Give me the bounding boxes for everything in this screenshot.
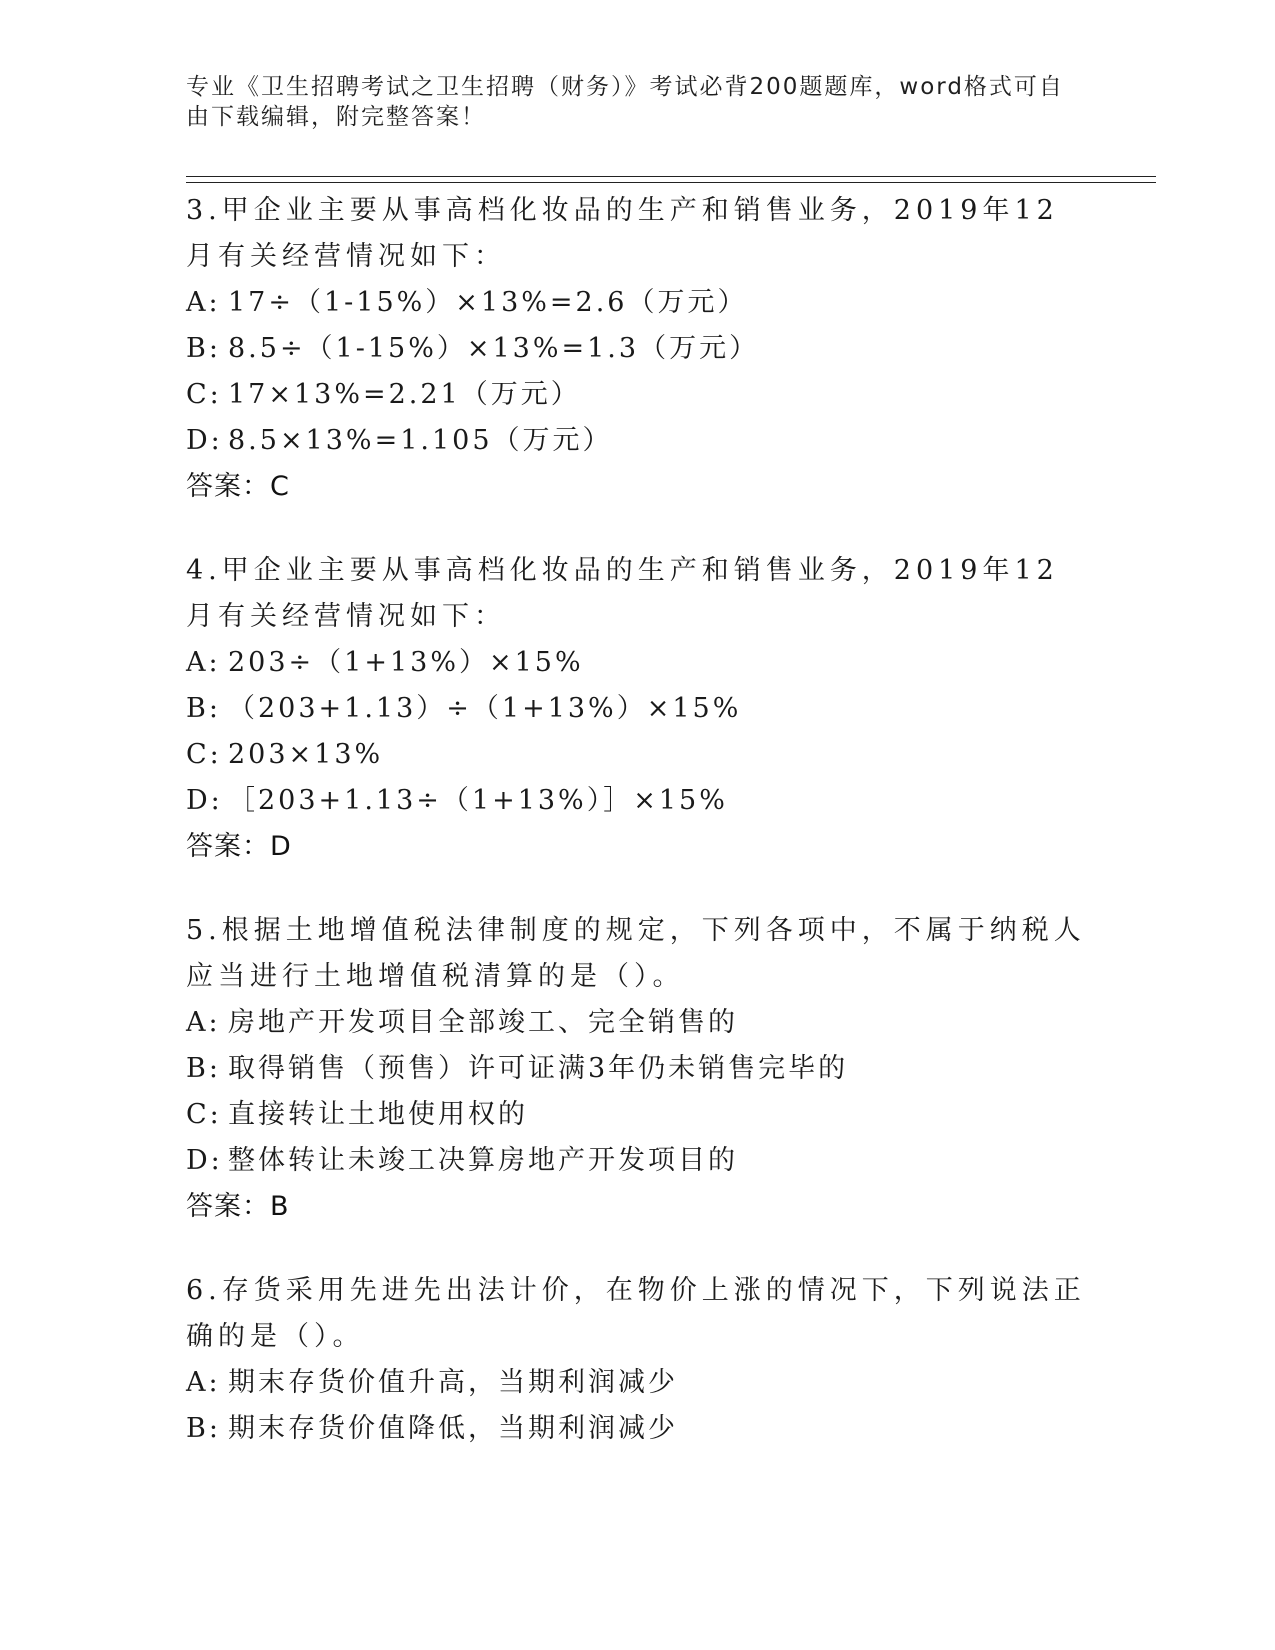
question-stem: 6.存货采用先进先出法计价，在物价上涨的情况下，下列说法正确的是（）。 <box>186 1275 1086 1352</box>
option-text: 17÷（1-15%）×13%=2.6（万元） <box>228 287 748 318</box>
option-b <box>186 1406 1086 1452</box>
option-d <box>186 1138 1086 1184</box>
option-letter: C: <box>186 739 222 770</box>
option-text: 203÷（1+13%）×15% <box>228 647 584 678</box>
question-6 <box>186 1268 1086 1452</box>
option-text: （203+1.13）÷（1+13%）×15% <box>228 693 742 724</box>
header-divider-bottom <box>186 182 1156 183</box>
option-a <box>186 1360 1086 1406</box>
question-stem: 3.甲企业主要从事高档化妆品的生产和销售业务，2019年12月有关经营情况如下： <box>186 195 1059 272</box>
question-5 <box>186 908 1086 1230</box>
question-3 <box>186 188 1086 510</box>
option-text: 房地产开发项目全部竣工、完全销售的 <box>228 1007 738 1038</box>
option-letter: D: <box>186 425 223 456</box>
question-4 <box>186 548 1086 870</box>
question-stem: 4.甲企业主要从事高档化妆品的生产和销售业务，2019年12月有关经营情况如下： <box>186 555 1059 632</box>
option-text: ［203+1.13÷（1+13%）］×15% <box>228 785 728 816</box>
document-header: 专业《卫生招聘考试之卫生招聘（财务）》考试必背200题题库，word格式可自由下载编辑，附完整答案！ <box>186 74 1064 130</box>
option-c <box>186 732 1086 778</box>
answer-line: 答案：C <box>186 471 290 502</box>
option-d <box>186 418 1086 464</box>
option-letter: A: <box>186 1367 221 1398</box>
option-letter: A: <box>186 287 221 318</box>
option-letter: D: <box>186 1145 223 1176</box>
option-letter: B: <box>186 693 221 724</box>
question-stem: 5.根据土地增值税法律制度的规定，下列各项中，不属于纳税人应当进行土地增值税清算的是（）。 <box>186 915 1086 992</box>
option-text: 17×13%=2.21（万元） <box>228 379 581 410</box>
option-letter: A: <box>186 647 221 678</box>
option-text: 8.5÷（1-15%）×13%=1.3（万元） <box>228 333 760 364</box>
option-letter: C: <box>186 1099 222 1130</box>
option-letter: B: <box>186 1053 221 1084</box>
option-b <box>186 1046 1086 1092</box>
option-text: 8.5×13%=1.105（万元） <box>228 425 613 456</box>
option-text: 期末存货价值降低，当期利润减少 <box>228 1413 678 1444</box>
question-list <box>186 188 1086 1490</box>
option-b <box>186 326 1086 372</box>
option-letter: B: <box>186 333 221 364</box>
option-text: 203×13% <box>228 739 384 770</box>
option-a <box>186 640 1086 686</box>
option-b <box>186 686 1086 732</box>
option-c <box>186 1092 1086 1138</box>
option-a <box>186 280 1086 326</box>
option-text: 直接转让土地使用权的 <box>228 1099 528 1130</box>
option-a <box>186 1000 1086 1046</box>
option-letter: B: <box>186 1413 221 1444</box>
option-text: 整体转让未竣工决算房地产开发项目的 <box>228 1145 738 1176</box>
option-letter: D: <box>186 785 223 816</box>
option-text: 期末存货价值升高，当期利润减少 <box>228 1367 678 1398</box>
option-d <box>186 778 1086 824</box>
answer-line: 答案：B <box>186 1191 290 1222</box>
option-letter: C: <box>186 379 222 410</box>
answer-line: 答案：D <box>186 831 292 862</box>
header-divider-top <box>186 176 1156 177</box>
option-text: 取得销售（预售）许可证满3年仍未销售完毕的 <box>228 1053 849 1084</box>
option-c <box>186 372 1086 418</box>
option-letter: A: <box>186 1007 221 1038</box>
